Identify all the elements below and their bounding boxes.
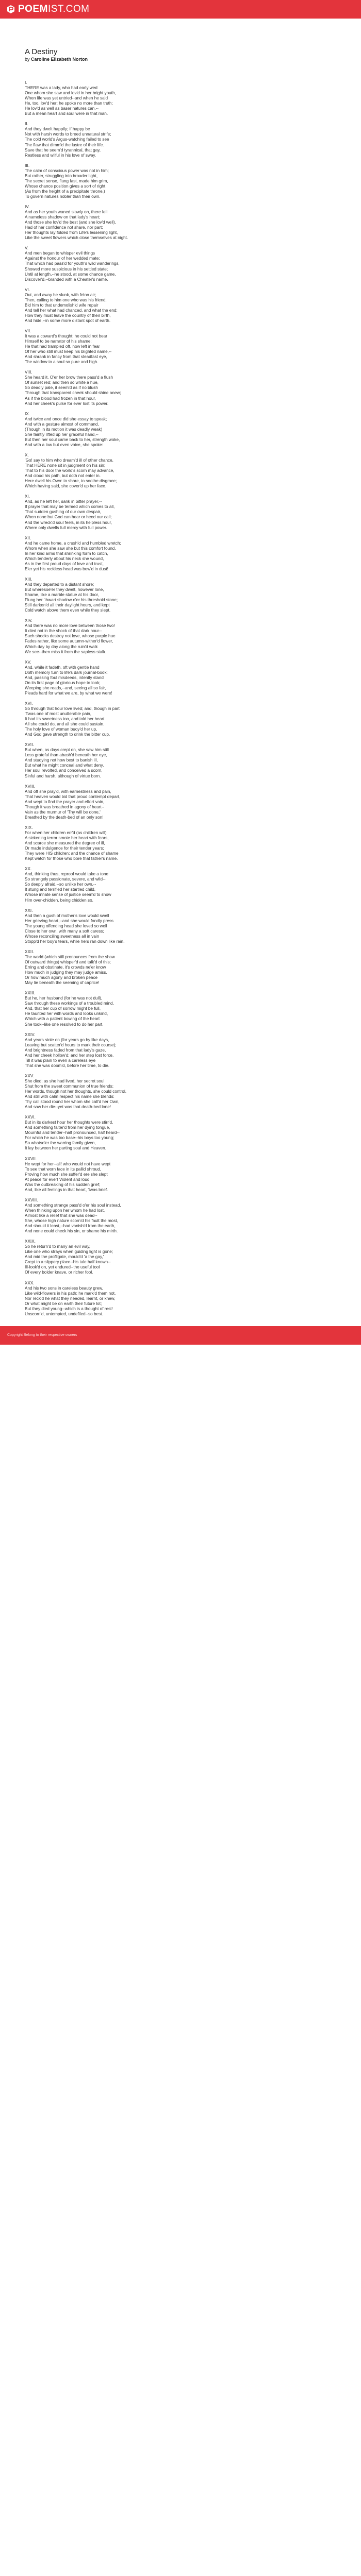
poem-line: And shrank in fancy from that steadfast eye,	[25, 354, 107, 360]
poem-line: 'Twas one of most unutterable pain,	[25, 711, 92, 717]
poem-line: But they died young--which is a thought of rest!	[25, 1306, 113, 1311]
stanza-number: XV.	[25, 659, 31, 665]
poem-line: She heard it. O'er her brow there pass'd a flush	[25, 375, 113, 380]
poem-line: And studying not how best to banish ill,	[25, 758, 98, 763]
poem-line: 'Go! say to him who dream'd ill of other chance,	[25, 458, 113, 463]
poem-line: But in its darkest hour her thoughts were stirr'd,	[25, 1120, 113, 1125]
poem-line: When thinking upon her whom he had lost,	[25, 1208, 105, 1213]
poem-line: Her grieving heart,--and she would fondly press	[25, 918, 114, 923]
poem-stanza	[25, 536, 336, 572]
poem-line: Less grateful than abash'd beneath her eye,	[25, 753, 107, 758]
poem-line: And, that her cup of sorrow might be full,	[25, 1006, 101, 1011]
poem-line: And, thinking thus, reproof would take a tone	[25, 872, 109, 877]
poem-line: He lov'd as well as baser natures can,--	[25, 106, 99, 111]
footer-copyright: Copyright Belong to their respective owners	[7, 1333, 77, 1337]
poem-line: Doth memory turn to life's dark journal-book;	[25, 670, 108, 675]
poem-line: To govern natures nobler than their own.	[25, 194, 101, 199]
poem-line: Or made indulgence for their tender years;	[25, 846, 104, 851]
poem-line: That sudden gushing of our own despair,	[25, 510, 101, 515]
poem-line: One whom she saw and lov'd in her bright youth,	[25, 91, 116, 96]
poem-stanza	[25, 991, 336, 1027]
poem-line: Still darken'd all their daylight hours, and kept	[25, 603, 110, 608]
poem-line: In her kind arms that shrinking form to catch,	[25, 551, 108, 556]
poem-line: It stung and terrified her startled child,	[25, 887, 95, 892]
poem-line: And her cheek hollow'd; and her step lost force,	[25, 1053, 114, 1058]
stanza-number: XXVIII.	[25, 1197, 38, 1202]
poem-line: Out, and away he slunk, with felon air;	[25, 292, 96, 297]
poem-line: A sickening terror smote her heart with fears,	[25, 836, 109, 840]
poem-line: Of outward things) whisper'd and talk'd of this;	[25, 959, 111, 964]
poem-line: Her thoughts lay folded from Life's lessening light,	[25, 230, 118, 235]
poem-stanza	[25, 784, 336, 820]
poem-line: But then her soul came back to her, strength woke,	[25, 437, 120, 442]
poem-line: The flaw that dimm'd the lustre of their life.	[25, 142, 104, 147]
poem-line: So deeply afraid,--so unlike her own,--	[25, 882, 96, 887]
poem-line: But rather, struggling into broader light,	[25, 173, 98, 178]
poem-stanza	[25, 867, 336, 903]
poem-line: Of every bolder knave, or richer fool.	[25, 1270, 93, 1275]
stanza-number: XIV.	[25, 618, 32, 623]
stanza-number: II.	[25, 122, 28, 127]
poem-stanza	[25, 370, 336, 406]
poem-stanza	[25, 453, 336, 489]
poem-line: And, like all feelings in that heart, 'twas brief.	[25, 1187, 108, 1192]
poem-stanza	[25, 163, 336, 199]
poem-line: For when her children err'd (as children will)	[25, 830, 107, 835]
poem-line: The secret sense, flung fast, made him grim,	[25, 178, 108, 183]
poem-title: A Destiny	[25, 47, 58, 56]
poem-line: Not with harsh words to breed unnatural strife;	[25, 132, 111, 137]
poem-line: Which with a patient bowing of the heart	[25, 1016, 100, 1022]
site-footer	[0, 1326, 361, 1345]
poem-line: Fades rather, like some autumn-wither'd flower,	[25, 639, 113, 644]
poem-line: And men began to whisper evil things	[25, 251, 95, 256]
poem-line: How much in judging they may judge amiss,	[25, 970, 107, 975]
poem-line: Him over-chidden, being chidden so.	[25, 897, 93, 903]
poem-line: And none could check his sin, or shame his mirth.	[25, 1229, 118, 1234]
stanza-number: IV.	[25, 204, 30, 209]
poem-line: And with a low but even voice, she spoke:	[25, 442, 104, 447]
poem-stanza	[25, 618, 336, 654]
poem-line: THERE was a lady, who had early wed	[25, 86, 97, 91]
poem-line: And as her youth waned slowly on, there fell	[25, 210, 108, 215]
poem-line: That to his door the world's scorn may advance,	[25, 468, 114, 473]
stanza-number: XXVII.	[25, 1156, 37, 1161]
site-logo[interactable]	[6, 4, 90, 15]
poem-line: He taunted her with words and looks unkind,	[25, 1011, 108, 1016]
poem-line: And, passing foul misdeeds, intently stand	[25, 675, 104, 680]
poem-stanza	[25, 1198, 336, 1234]
poem-line: Pleads hard for what we are, by what we were!	[25, 690, 112, 696]
poem-line: Ill-look'd on, yet endured--the useful tool	[25, 1265, 100, 1270]
poem-line: Whom when she saw she but this comfort found,	[25, 546, 116, 551]
byline-prefix: by	[25, 57, 30, 62]
stanza-number: VII.	[25, 328, 31, 333]
poem-line: If prayer that may be termed which comes to all,	[25, 504, 115, 510]
stanza-number: XXV.	[25, 1073, 34, 1078]
poem-line: She, whose high nature scorn'd his fault the most,	[25, 1218, 118, 1224]
stanza-number: XXI.	[25, 908, 33, 913]
poem-line: Thy call stood round her whom she call'd her Own,	[25, 1099, 120, 1105]
poem-line: Like the sweet flowers which close themselves at night.	[25, 235, 128, 241]
poem-line: Of her who still must keep his blighted name,--	[25, 349, 112, 354]
poem-line: But what he might conceal and what deny,	[25, 763, 104, 768]
poem-line: Then, calling to him one who was his friend,	[25, 297, 107, 302]
poem-line: The young offending head she loved so well	[25, 923, 107, 928]
poem-line: And brightness faded from that lady's gaze,	[25, 1047, 106, 1053]
poem-line: So whatso'er the warring family given,	[25, 1141, 96, 1146]
poem-line: Whose chance position gives a sort of right	[25, 183, 106, 189]
poem-line: Against the honour of her wedded mate;	[25, 256, 100, 261]
poem-line: And cloud his path, but doth not enter in.	[25, 473, 101, 479]
poem-line: Through that transparent cheek should shine anew;	[25, 391, 121, 396]
stanza-number: XVI.	[25, 701, 33, 706]
poem-line: Saw through these workings of a troubled mind,	[25, 1001, 114, 1006]
poem-line: It was a coward's thought: he could not bear	[25, 334, 107, 339]
poem-line: Like one who strays when guiding light is gone;	[25, 1249, 113, 1255]
poem-line: The world (which still pronounces from the show	[25, 954, 115, 959]
poem-line: Such shocks destroy not love, whose purple hue	[25, 634, 116, 639]
poem-line: When none but God can hear or heed our call;	[25, 515, 112, 520]
poem-line: She died; as she had lived, her secret soul	[25, 1078, 105, 1083]
poem-line: And saw her die--yet was that death-bed lone!	[25, 1105, 111, 1110]
poem-line: Until at length,--he stood, at some chance game,	[25, 272, 116, 277]
poem-line: And then a gush of mother's love would swell	[25, 913, 109, 918]
stanza-number: III.	[25, 163, 30, 168]
poem-line: As in the first proud days of love and trust,	[25, 561, 104, 566]
poem-line: Though it was breathed in agony of heart--	[25, 804, 105, 809]
poem-line: And should it least,--had vanish'd from the earth,	[25, 1224, 116, 1229]
poem-line: So deadly pale, it seem'd as if no blush	[25, 385, 98, 391]
stanza-number: XII.	[25, 535, 31, 540]
poem-line: That HERE none sit in judgment on his sin;	[25, 463, 106, 468]
poem-line: It had its sweetness too, and told her heart	[25, 717, 105, 722]
poem-line: And years stole on (for years go by like days,	[25, 1037, 109, 1042]
site-header	[0, 0, 361, 19]
poem-line: The holy love of woman buoy'd her up,	[25, 727, 97, 732]
poem-line: Flung her 'thwart shadow o'er his threshold stone;	[25, 598, 118, 603]
stanza-number: VIII.	[25, 370, 32, 375]
poem-line: He, too, lov'd her; he spoke no more than truth;	[25, 101, 113, 106]
poem-line: And with a gesture almost of command,	[25, 421, 99, 427]
poem-line: E'er yet his reckless head was bow'd in dust!	[25, 566, 108, 571]
poem-line: Restless and wilful in his love of sway.	[25, 152, 96, 158]
poem-stanza	[25, 205, 336, 241]
stanza-number: XXVI.	[25, 1115, 36, 1120]
poem-line: And tell her what had chanced, and what the end;	[25, 308, 118, 313]
poem-line: A nameless shadow on that lady's heart;	[25, 215, 101, 220]
poem-container	[0, 19, 361, 1317]
poem-line: Weeping she reads,--and, seeing all so fair,	[25, 685, 106, 690]
stanza-number: X.	[25, 452, 29, 457]
poem-line: All she could do, and all she could sustain.	[25, 722, 105, 727]
poem-line: Shut from the sweet communion of true friends;	[25, 1083, 114, 1089]
poem-line: Here dwell his Own: to share, to soothe disgrace;	[25, 479, 117, 484]
poem-line: Her words, though not her thoughts, she could control,	[25, 1089, 127, 1094]
poem-line: Her soul revolted, and conceived a scorn,	[25, 768, 103, 773]
poem-stanza	[25, 122, 336, 158]
poem-line: Stopp'd her boy's tears, while hers ran down like rain.	[25, 939, 125, 944]
poem-line: Breathed by the death-bed of an only son!	[25, 815, 104, 820]
poem-line: Unscorn'd, untempted, undefiled--so best.	[25, 1311, 103, 1316]
poem-line: (As from the height of a precipitate throne,)	[25, 189, 105, 194]
poem-line: And God gave strength to drink the bitter cup.	[25, 732, 110, 737]
poem-stanza	[25, 908, 336, 944]
poem-line: At peace for ever! Violent and loud	[25, 1177, 90, 1182]
poem-line: Where only dwells full mercy with full power.	[25, 525, 107, 530]
poem-line: Mournful and tender--half pronounced, half heard--	[25, 1130, 120, 1136]
poem-line: Erring and obstinate, it's crowds ne'er know	[25, 965, 106, 970]
poem-line: Kept watch for those who bore that father's name.	[25, 856, 118, 861]
poem-line: Sinful and harsh, although of virtue born.	[25, 773, 101, 778]
poem-stanza	[25, 660, 336, 696]
poem-line: Discover'd,--branded with a Cheater's name.	[25, 277, 108, 282]
poem-stanza	[25, 1074, 336, 1110]
poem-line: They were HIS children; and the chance of shame	[25, 851, 119, 856]
poem-line: So through that hour love lived; and, though in part	[25, 706, 120, 711]
poem-stanza	[25, 494, 336, 530]
poem-line: It died not in the shock of that dark hour--	[25, 629, 102, 634]
poem-line: And, as he left her, sank in bitter prayer,--	[25, 499, 102, 504]
poem-line: Whose reconciling sweetness all in vain	[25, 934, 100, 939]
poem-line: (Though in its motion it was deadly weak)	[25, 427, 103, 432]
stanza-number: XIX.	[25, 825, 33, 830]
poem-line: But he, her husband (for he was not dull),	[25, 996, 103, 1001]
poem-line: That she was doom'd, before her time, to die.	[25, 1063, 110, 1068]
poem-stanza	[25, 825, 336, 861]
poem-line: Nor reck'd he what they needed, learnt, or knew,	[25, 1296, 116, 1301]
poem-line: That heaven would bid that proud contempt depart,	[25, 794, 121, 799]
poem-line: Leaving but scatter'd hours to mark their course);	[25, 1042, 117, 1047]
poem-line: It lay between her parting soul and Heaven.	[25, 1146, 106, 1151]
poem-body	[25, 80, 336, 1317]
poem-stanza	[25, 329, 336, 365]
poem-line: We see--then miss it from the sapless stalk.	[25, 649, 107, 654]
poem-line: And twice and once did she essay to speak;	[25, 416, 107, 421]
poem-line: And he came home, a crush'd and humbled wretch;	[25, 540, 121, 546]
stanza-number: XIII.	[25, 577, 32, 582]
poem-line: Or what might be on earth their future lot;	[25, 1301, 102, 1306]
poem-line: And mid the profligate, mould'd 'a the gay,'	[25, 1255, 104, 1260]
stanza-number: IX.	[25, 411, 30, 416]
poem-stanza	[25, 1157, 336, 1193]
stanza-number: XXIII.	[25, 991, 36, 996]
poem-line: And hide,--in some more distant spot of earth.	[25, 318, 111, 323]
poem-line: But wheresoe'er they dwelt, however lone,	[25, 587, 104, 592]
logo-text-light: IST.COM	[47, 4, 90, 14]
poem-line: Was the outbreaking of his sudden grief;	[25, 1182, 101, 1187]
poem-line: And her cheek's pulse for ever lost its power.	[25, 401, 109, 406]
stanza-number: XXIV.	[25, 1032, 36, 1037]
poem-line: Had of her confidence not share, nor part;	[25, 225, 103, 230]
poem-line: Till it was plain to even a careless eye	[25, 1058, 96, 1063]
poem-line: And there was no more love between those two!	[25, 623, 115, 629]
poem-line: He that had trampled oft, now left in fear	[25, 344, 100, 349]
poem-line: How they must leave the country of their birth,	[25, 313, 111, 318]
poem-line: To see that worn face in its pallid shroud,	[25, 1166, 101, 1172]
poem-line: And the wreck'd soul feels, in its helpless hour,	[25, 520, 112, 525]
stanza-number: XXII.	[25, 949, 34, 954]
poem-stanza	[25, 287, 336, 324]
poem-line: And those she lov'd the best (and she lov'd well),	[25, 220, 116, 225]
poem-line: And, while it fadeth, oft with gentle hand	[25, 665, 100, 670]
poem-line: And wept to find the prayer and effort vain,	[25, 799, 105, 804]
poem-line: Showed more suspicious in his settled state;	[25, 266, 108, 272]
poem-line: Crept to a slippery place--his tale half known--	[25, 1260, 111, 1265]
poem-line: Vain as the murmur of 'Thy will be done,'	[25, 809, 101, 815]
poem-stanza	[25, 412, 336, 448]
poem-line: Which tenderly about his neck she wound,	[25, 556, 104, 561]
poem-line: Of sunset red; and then so white a hue,	[25, 380, 99, 385]
logo-text-bold: POEM	[18, 4, 48, 14]
poem-line: And scarce she measured the degree of ill,	[25, 841, 105, 846]
poem-line: So strangely passionate, severe, and wild--	[25, 877, 106, 882]
poem-line: And something strange pass'd o'er his soul instead,	[25, 1202, 121, 1208]
poem-line: And oft she pray'd, with earnestness and pain,	[25, 789, 111, 794]
poem-line: Whose innate sense of justice seem'd to show	[25, 892, 111, 897]
poem-line: So he return'd to many an evil way,	[25, 1244, 91, 1249]
poem-line: Cold watch above them even while they slept.	[25, 608, 111, 613]
poemist-logo-icon	[6, 5, 15, 14]
poem-line: And something falter'd from her dying tongue,	[25, 1125, 110, 1130]
poem-stanza	[25, 1115, 336, 1151]
poem-line: When life was yet untried--and when he said	[25, 96, 108, 101]
poem-line: As if the blood had frozen in that hour,	[25, 396, 96, 401]
poem-stanza	[25, 1239, 336, 1275]
poem-line: For which he was too base--his boys too young;	[25, 1136, 114, 1141]
poem-line: The cold world's Argus-watching failed to see	[25, 137, 109, 142]
poem-line: But when, as days crept on, she saw him still	[25, 748, 109, 753]
stanza-number: VI.	[25, 287, 30, 292]
poem-stanza	[25, 742, 336, 778]
poem-line: Close to her own, with many a soft caress;	[25, 928, 104, 934]
poem-byline	[25, 57, 336, 62]
poem-stanza	[25, 80, 336, 116]
poem-line: Shame, like a marble statue at his door,	[25, 592, 99, 598]
poem-stanza	[25, 1032, 336, 1069]
poem-stanza	[25, 577, 336, 613]
stanza-number: XXX.	[25, 1280, 35, 1285]
poem-line: He wept for her--all! who would not have wept	[25, 1161, 111, 1166]
poem-stanza	[25, 246, 336, 282]
poem-line: And his two sons in careless beauty grew,	[25, 1285, 104, 1291]
poem-stanza	[25, 701, 336, 737]
poem-line: Save that he seem'd tyrannical, that gay,	[25, 147, 101, 152]
poem-line: The calm of conscious power was not in him;	[25, 168, 109, 173]
poem-line: Almost like a relief that she was dead--	[25, 1213, 97, 1218]
stanza-number: XI.	[25, 494, 30, 499]
poem-stanza	[25, 950, 336, 986]
stanza-number: XXIX.	[25, 1239, 36, 1244]
poem-line: Himself to be narrator of his shame;	[25, 339, 92, 344]
poem-line: She faintly lifted up her graceful hand,--	[25, 432, 99, 437]
poem-stanza	[25, 1281, 336, 1317]
stanza-number: I.	[25, 80, 27, 85]
stanza-number: XVII.	[25, 742, 34, 748]
poem-line: And still with calm respect his name she blends:	[25, 1094, 114, 1099]
poem-line: Proving how much she suffer'd ere she slept	[25, 1172, 108, 1177]
poem-line: And they departed to a distant shore;	[25, 582, 94, 587]
poem-line: But a mean heart and soul were in that man.	[25, 111, 108, 116]
poem-line: Or how much agony and broken peace	[25, 975, 98, 980]
poem-line: And they dwelt happily; if happy be	[25, 127, 90, 132]
poem-line: May lie beneath the seeming of caprice!	[25, 980, 100, 986]
poem-line: Which day by day along the ruin'd walk	[25, 644, 98, 649]
poem-line: That which had pass'd for youth's wild wanderings,	[25, 261, 120, 266]
author-link[interactable]: Caroline Elizabeth Norton	[31, 57, 88, 62]
stanza-number: XX.	[25, 867, 32, 872]
poem-line: On its first page of glorious hope to look;	[25, 680, 101, 685]
poem-line: Which having said, she cover'd up her face.	[25, 484, 107, 489]
poem-line: Bid him to that undemolish'd wife repair	[25, 302, 99, 308]
stanza-number: XVIII.	[25, 784, 36, 789]
poem-line: She took--like one resolved to do her part.	[25, 1022, 104, 1027]
stanza-number: V.	[25, 246, 28, 251]
poem-line: The window to a soul so pure and high.	[25, 360, 99, 365]
poem-line: Like wild-flowers in his path: he mark'd them not,	[25, 1291, 116, 1296]
